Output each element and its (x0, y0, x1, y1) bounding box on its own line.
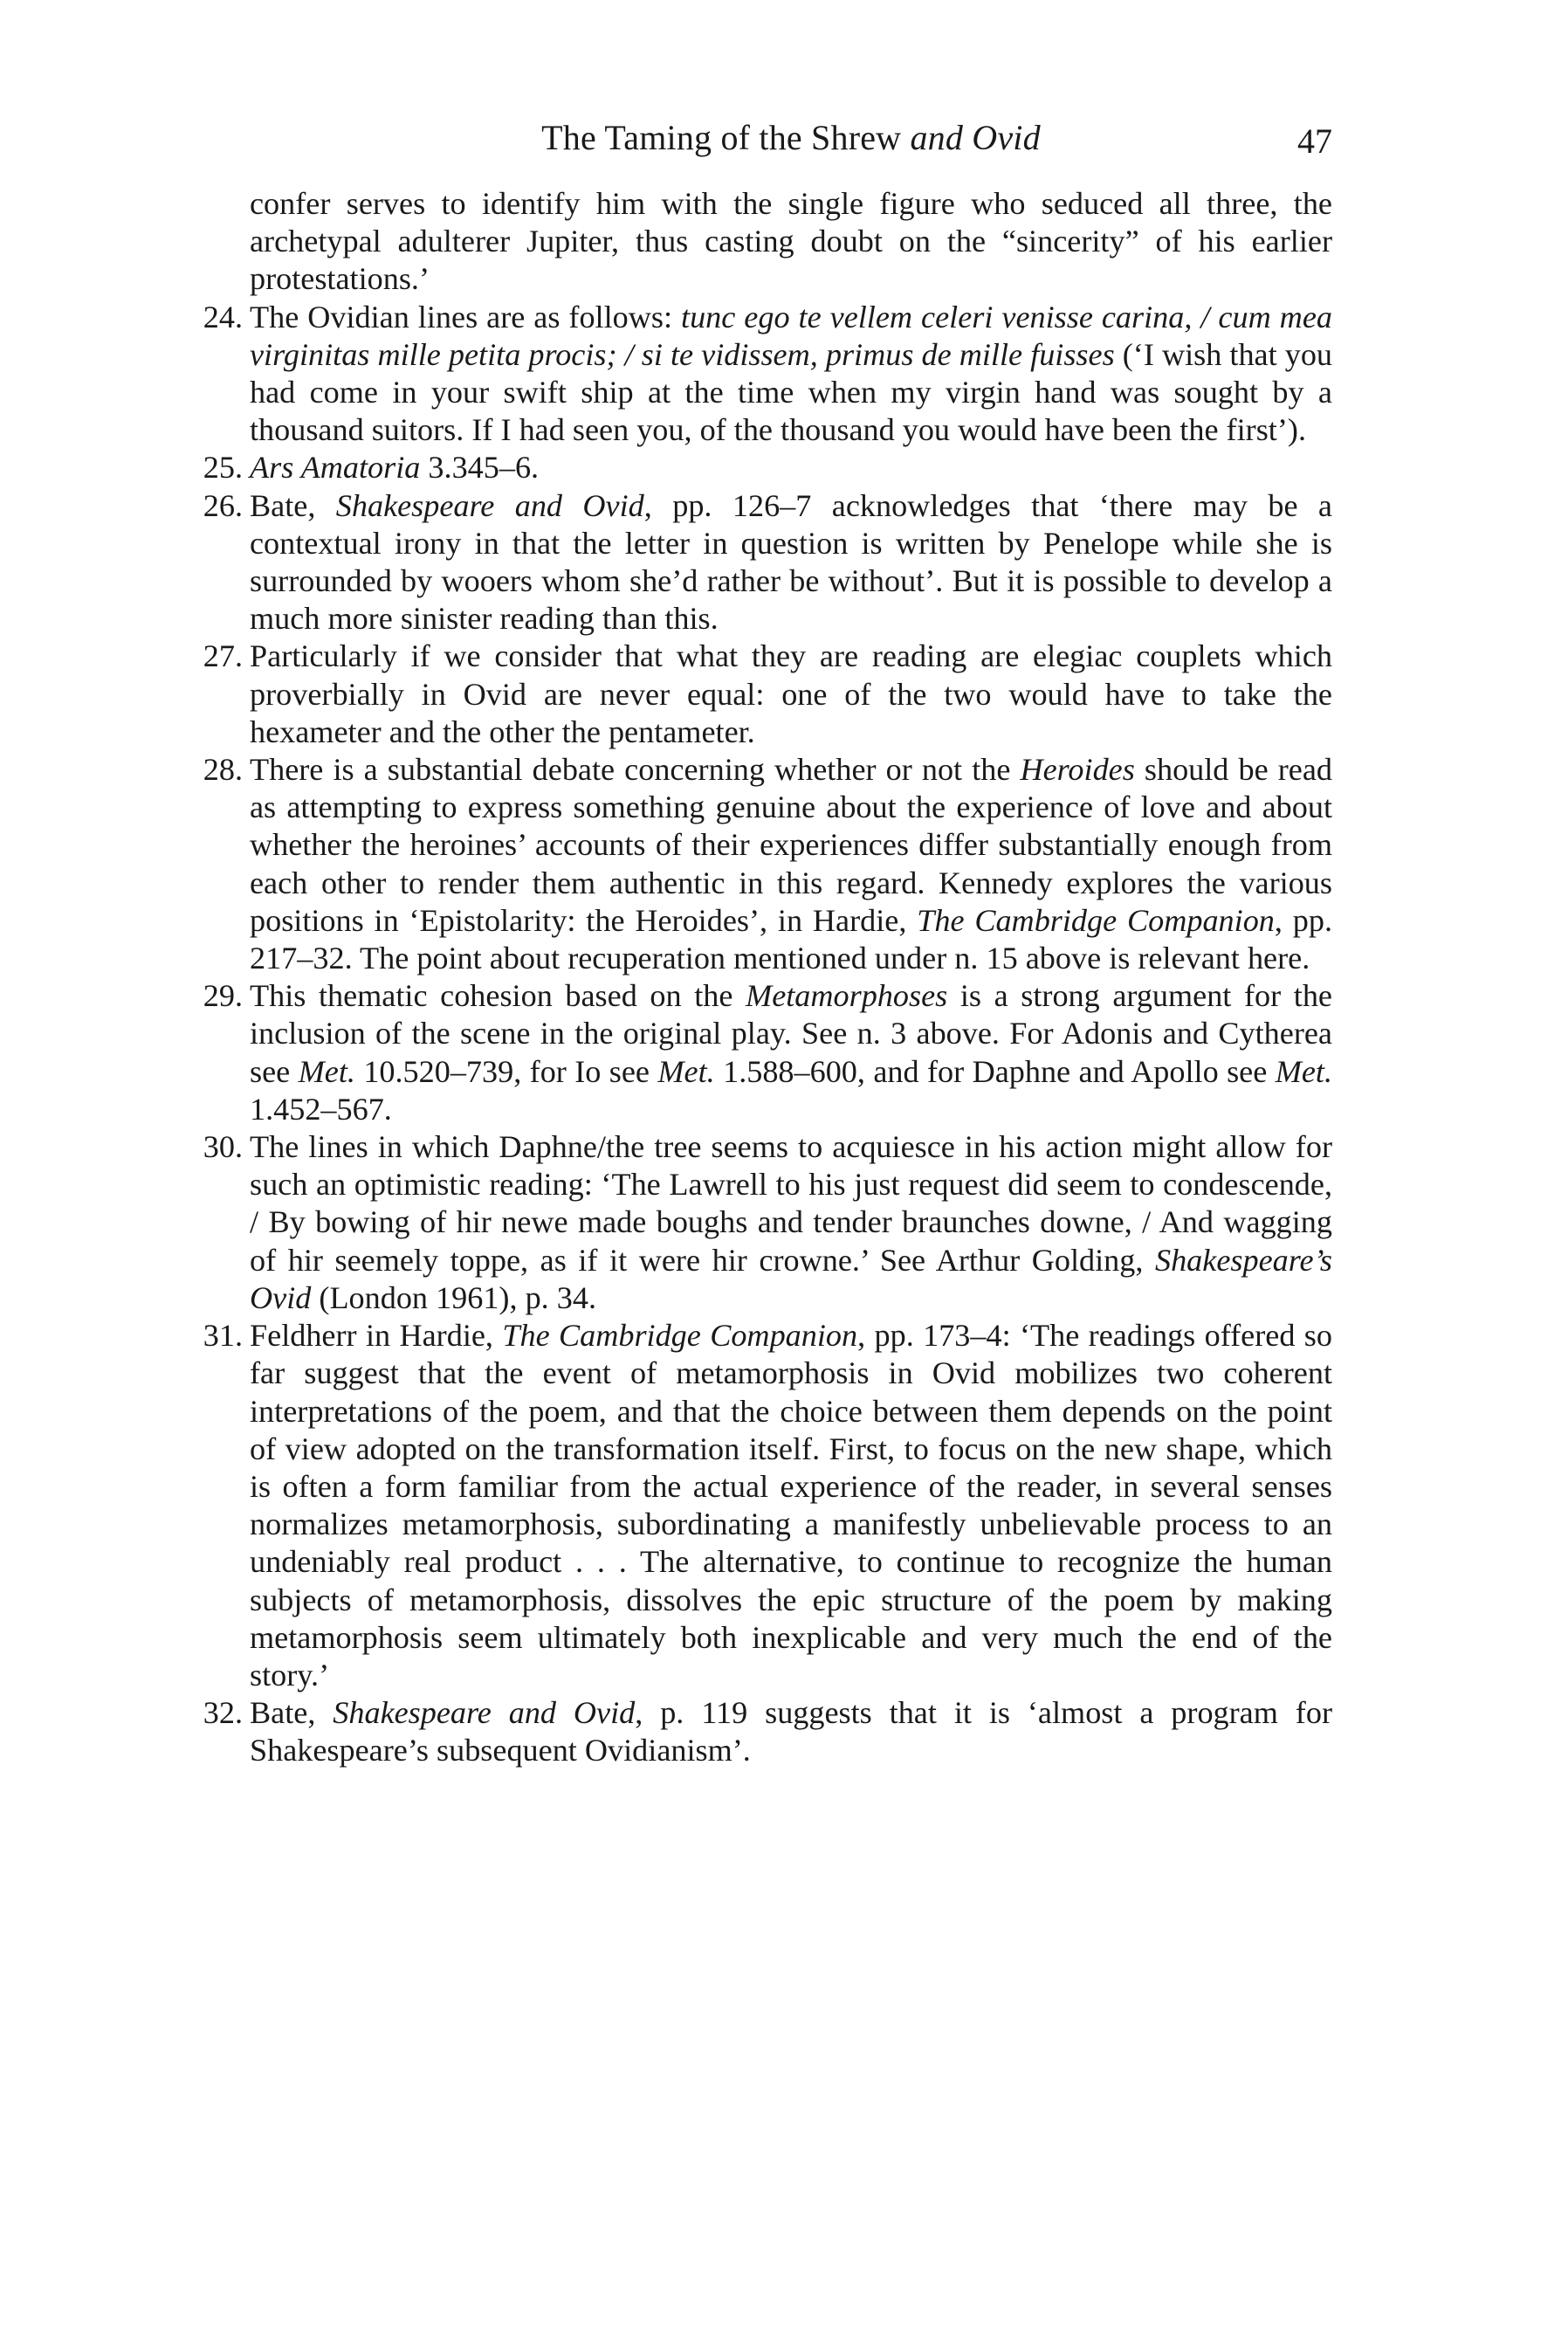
endnote-text-segment: (London 1961), p. 34. (311, 1279, 597, 1315)
endnote-italic-segment: tunc ego te vellem celeri venisse carina, / cum mea virginitas mille petita procis; / si te vidissem, primus de mille fuisses (250, 299, 1332, 372)
endnote-italic-segment: Metamorphoses (746, 978, 948, 1014)
endnote-text (250, 299, 1332, 450)
endnote-italic-segment: The Cambridge Companion (502, 1318, 858, 1354)
endnote-number: 27. (203, 638, 243, 674)
endnote-italic-segment: Ars Amatoria (250, 450, 421, 486)
endnote-number: 25. (203, 450, 243, 486)
endnote-text-segment: , pp. 126–7 acknowledges that ‘there may be a contextual irony in that the letter in question is written by Penelope while she is surrounded by wooers whom she’d rather be without’. But it is possible to develop a much more sinister reading than this. (250, 487, 1332, 637)
endnote-text-segment: 1.588–600, and for Daphne and Apollo see (714, 1053, 1276, 1089)
endnote-text-segment: should be read as attempting to express something genuine about the experience of love and about whether the heroines’ accounts of their experiences differ substantially enough from each other to render them authentic in this regard. Kennedy explores the various positions in ‘Epistolarity: the Heroides’, in Hardie, (250, 752, 1332, 938)
endnote-number: 24. (203, 299, 243, 334)
running-title (250, 112, 1332, 164)
endnote (203, 487, 1332, 638)
endnote (203, 449, 1332, 486)
endnote-text-segment: , p. 119 suggests that it is ‘almost a program for Shakespeare’s subsequent Ovidianism’. (250, 1695, 1332, 1768)
endnote-number: 28. (203, 752, 243, 788)
endnote-italic-segment: Shakespeare and Ovid (335, 487, 644, 523)
endnote-text-segment: 10.520–739, for Io see (354, 1053, 658, 1089)
endnote-text (250, 977, 1332, 1128)
endnote-number: 29. (203, 978, 243, 1014)
endnote-text (250, 1694, 1332, 1769)
endnote-text-segment: Particularly if we consider that what they are reading are elegiac couplets which proverbially in Ovid are never equal: one of the two would have to take the hexameter and the other the pentameter. (250, 638, 1332, 749)
endnote-number: 31. (203, 1318, 243, 1354)
endnote-text-segment: Bate, (250, 487, 336, 523)
endnote-text (250, 1128, 1332, 1317)
endnote-text (250, 487, 1332, 638)
endnote-text-segment: 1.452–567. (250, 1091, 392, 1127)
endnote-italic-segment: Heroides (1020, 752, 1135, 788)
endnote-number: 32. (203, 1695, 243, 1731)
running-title-italic: and Ovid (910, 118, 1041, 157)
endnote (203, 751, 1333, 977)
running-title-plain: The Taming of the Shrew (541, 118, 911, 157)
endnote-text (250, 751, 1332, 977)
running-head (250, 112, 1332, 164)
endnote-number: 26. (203, 487, 243, 523)
page-number: 47 (1297, 121, 1332, 161)
endnote-text-segment: Feldherr in Hardie, (250, 1318, 503, 1354)
endnotes-list (203, 185, 1333, 1770)
endnote-number: 30. (203, 1129, 243, 1165)
endnote-text-segment: is a strong argument for the inclusion of the scene in the original play. See n. 3 above. For Adonis and Cytherea see (250, 978, 1332, 1089)
endnote (203, 1128, 1332, 1317)
endnote-text-segment: , pp. 173–4: ‘The readings offered so far suggest that the event of metamorphosis in Ovid mobilizes two coherent interpretations of the poem, and that the choice between them depends on the point of view adopted on the transformation itself. First, to focus on the new shape, which is often a form familiar from the actual experience of the reader, in several senses normalizes metamorphosis, subordinating a manifestly unbelievable process to an undeniably real product . . . The alternative, to continue to recognize the human subjects of metamorphosis, dissolves the epic structure of the poem by making metamorphosis seem ultimately both inexplicable and very much the end of the story.’ (250, 1318, 1332, 1693)
endnote-italic-segment: Met. (657, 1053, 715, 1089)
note-continuation: confer serves to identify him with the single figure who seduced all three, the archetypal adulterer Jupiter, thus casting doubt on the “sincerity” of his earlier protestations.’ (250, 186, 1332, 297)
endnote-text (250, 449, 1332, 486)
endnote-text (250, 638, 1332, 751)
endnote (203, 1317, 1332, 1694)
endnote-text-segment: There is a substantial debate concerning whether or not the (250, 752, 1021, 788)
endnote-text-segment: The lines in which Daphne/the tree seems to acquiesce in his action might allow for such an optimistic reading: ‘The Lawrell to his just request did seem to condescende, / By bowing of hir newe made boughs and tender braunches downe, / And wagging of hir seemely toppe, as if it were hir crowne.’ See Arthur Golding, (250, 1129, 1332, 1278)
endnote-italic-segment: Met. (1275, 1053, 1332, 1089)
endnote-text-segment: This thematic cohesion based on the (250, 978, 746, 1014)
endnote-text-segment: Bate, (250, 1695, 334, 1731)
endnote (203, 638, 1332, 751)
endnote-text-segment: The Ovidian lines are as follows: (250, 299, 682, 334)
endnote-italic-segment: Shakespeare’s Ovid (250, 1242, 1332, 1315)
endnote (203, 1694, 1332, 1769)
endnote-italic-segment: Met. (298, 1053, 355, 1089)
endnote (203, 977, 1332, 1128)
endnote-italic-segment: The Cambridge Companion (917, 902, 1275, 938)
endnote-text-segment: (‘I wish that you had come in your swift ship at the time when my virgin hand was sought by a thousand suitors. If I had seen you, of the thousand you would have been the first’). (250, 336, 1333, 448)
endnote-text-segment: , pp. 217–32. The point about recuperation mentioned under n. 15 above is relevant here. (250, 902, 1333, 976)
endnote (203, 299, 1333, 450)
endnote-text-segment: 3.345–6. (420, 450, 540, 486)
endnote-text (250, 1317, 1332, 1694)
endnote-italic-segment: Shakespeare and Ovid (333, 1695, 636, 1731)
